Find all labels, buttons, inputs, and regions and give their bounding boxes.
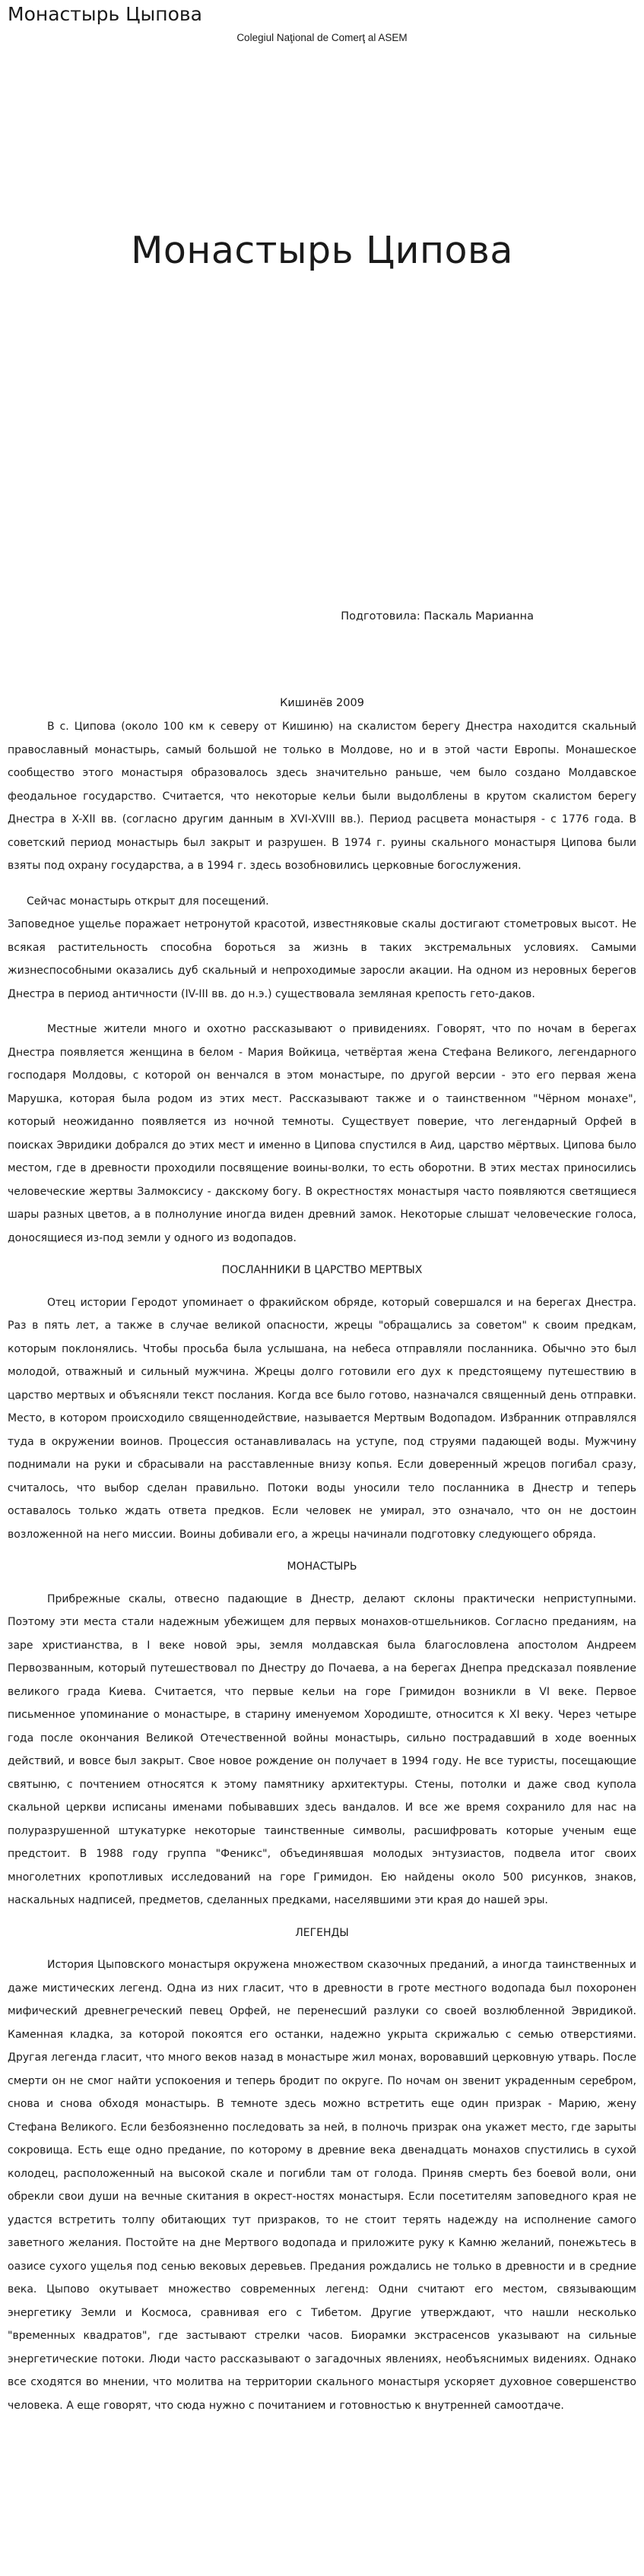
intro-paragraph: Местные жители много и охотно рассказывают о привидениях. Говорят, что по ночам в берегах Днестра появляется женщина в белом - Мария Войкица, четвёртая жена Стефана Великого, легендарного господаря Молдовы, с которой он венчался в этом монастыре, по другой версии - это его первая жена Марушка, которая была родом из этих мест. Рассказывают также и о таинственном "Чёрном монахе", который неожиданно появляется из ночной темноты. Существует поверие, что легендарный Орфей в поисках Эвридики добрался до этих мест и именно в Ципова спустился в Аид, царство мёртвых. Ципова было местом, где в древности проходили посвящение воины-волки, то есть оборотни. В этих местах приносились человеческие жертвы Залмоксису - дакскому богу. В окрестностях монастыря часто появляются светящиеся шары разных цветов, а в полнолуние иногда виден древний замок. Некоторые слышат человеческие голоса, доносящиеся из-под земли у одного из водопадов. [8,1023,636,1244]
section-paragraph: История Цыповского монастыря окружена множеством сказочных преданий, а иногда таинственных и даже мистических легенд. Одна из них гласит, что в древности в гроте местного водопада был похоронен мифический древнегреческий певец Орфей, не перенесший разлуки со своей возлюбленной Эвридикой. Каменная кладка, за которой покоятся его останки, надежно укрыта скрижалью с семью отверстиями. Другая легенда гласит, что много веков назад в монастыре жил монах, воровавший церковную утварь. После смерти он не смог найти успокоения и теперь бродит по округе. По ночам он звенит украденным серебром, снова и снова обходя монастырь. В темноте здесь можно встретить еще один призрак - Марию, жену Стефана Великого. Если безбоязненно последовать за ней, в полночь призрак она укажет место, где зарыты сокровища. Есть еще одно предание, по которому в древние века двенадцать монахов спустились в сухой колодец, расположенный на высокой скале и погибли там от голода. Приняв смерть без боевой воли, они обрекли свои души на вечные скитания в окрест-ностях монастыря. Если посетителям заповедного края не удастся встретить толпу обитающих тут призраков, то не стоит терять надежду на исполнение самого заветного желания. Постойте на дне Мертвого водопада и приложите руку к Камню желаний, понежьтесь в оазисе сухого ущелья под сенью вековых деревьев. Предания рождались не только в древности и в средние века. Цыпово окутывает множество современных легенд: Одни считают его местом, связывающим энергетику Земли и Космоса, сравнивая его с Тибетом. Другие утверждают, что нашли несколько "временных квадратов", где застывают стрелки часов. Биорамки экстрасенсов указывают на сильные энергетические потоки. Люди часто рассказывают о загадочных явлениях, необъяснимых видениях. Однако все сходятся во мнении, что молитва на территории скального монастыря ускоряет духовное совершенство человека. А еще говорят, что сюда нужно с почитанием и готовностью к внутренней самоотдаче. [8,1959,636,2412]
intro-section [8,715,636,1250]
intro-paragraph: В с. Ципова (около 100 км к северу от Кишиню) на скалистом берегу Днестра находится скальный православный монастырь, самый большой не только в Молдове, но и в этой части Европы. Монашеское сообщество этого монастыря образовалось здесь значительно раньше, чем было создано Молдавское феодальное государство. Считается, что некоторые кельи были выдолблены в крутом скалистом берегу Днестра в X-XII вв. (согласно другим данным в XVI-XVIII вв.). Период расцвета монастыря - с 1776 года. В советский период монастырь был закрыт и разрушен. В 1974 г. руины скального монастыря Ципова были взяты под охрану государства, а в 1994 г. здесь возобновились церковные богослужения. [8,721,636,872]
document-title: Монастырь Цыпова [8,3,202,25]
section-paragraph: Отец истории Геродот упоминает о фракийском обряде, который совершался и на берегах Днестра. Раз в пять лет, а также в случае великой опасности, жрецы "обращались за советом" к своим предкам, которым поклонялись. Чтобы просьба была услышана, на небеса отправляли посланника. Обычно это был молодой, отважный и сильный мужчина. Жрецы долго готовили его дух к предстоящему путешествию в царство мертвых и объясняли текст послания. Когда все было готово, назначался священный день отправки. Место, в котором происходило священнодействие, называется Мертвым Водопадом. Избранник отправлялся туда в окружении воинов. Процессия останавливалась на уступе, под струями падающей воды. Мужчину поднимали на руки и сбрасывали на расставленные внизу копья. Если доверенный жрецов погибал сразу, считалось, что выбор сделан правильно. Потоки воды уносили тело посланника в Днестр и теперь оставалось только ждать ответа предков. Если человек не умирал, это означало, что он не достоин возложенной на него миссии. Воины добивали его, а жрецы начинали подготовку следующего обряда. [8,1296,636,1541]
prepared-by: Подготовила: Паскаль Марианна [341,610,534,623]
section-monastery [8,1555,636,1912]
city-year: Кишинёв 2009 [280,697,364,709]
section-heading: МОНАСТЫРЬ [287,1560,357,1573]
intro-paragraph: Заповедное ущелье поражает нетронутой красотой, известняковые скалы достигают стометровых высот. Не всякая растительность способна бороться за жизнь в таких экстремальных условиях. Самыми жизнеспособными оказались дуб скальный и непроходимые заросли акации. На одном из неровных берегов Днестра в период античности (IV-III вв. до н.э.) существовала земляная крепость гето-даков. [8,918,636,1000]
intro-paragraph: Сейчас монастырь открыт для посещений. [27,895,269,908]
section-heading: ПОСЛАННИКИ В ЦАРСТВО МЕРТВЫХ [221,1264,423,1276]
college-name: Colegiul Naţional de Comerţ al ASEM [236,32,408,43]
document-page [0,3,644,2429]
section-paragraph: Прибрежные скалы, отвесно падающие в Днестр, делают склоны практически неприступными. Поэтому эти места стали надежным убежищем для первых монахов-отшельников. Согласно преданиям, на заре христианства, в I веке новой эры, земля молдавская была благословлена апостолом Андреем Первозванным, который путешествовал по Днестру до Почаева, а на берегах Днепра предсказал появление великого града Киева. Считается, что первые кельи на горе Гримидон возникли в VI веке. Первое письменное упоминание о монастыре, в старину именуемом Хородиште, относится к XI веку. Через четыре года после окончания Великой Отечественной войны монастырь, сильно пострадавший в ходе военных действий, и вовсе был закрыт. Свое новое рождение он получает в 1994 году. Не все туристы, посещающие святыню, с почтением относятся к этому памятнику архитектуры. Стены, потолки и даже свод купола скальной церкви исписаны именами побывавших здесь вандалов. И все же время сохранило для нас на полуразрушенной штукатурке некоторые таинственные символы, расшифровать которые ученым еще предстоит. В 1988 году группа "Феникс", объединявшая молодых энтузиастов, подвела итог своих многолетних кропотливых исследований на горе Гримидон. Ею найдены около 500 рисунков, знаков, наскальных надписей, предметов, сделанных предками, населявшими эти края до нашей эры. [8,1592,636,1906]
section-messengers [8,1259,636,1546]
section-heading: ЛЕГЕНДЫ [295,1926,349,1939]
main-title: Монастырь Ципова [131,229,513,272]
section-legends [8,1922,636,2418]
